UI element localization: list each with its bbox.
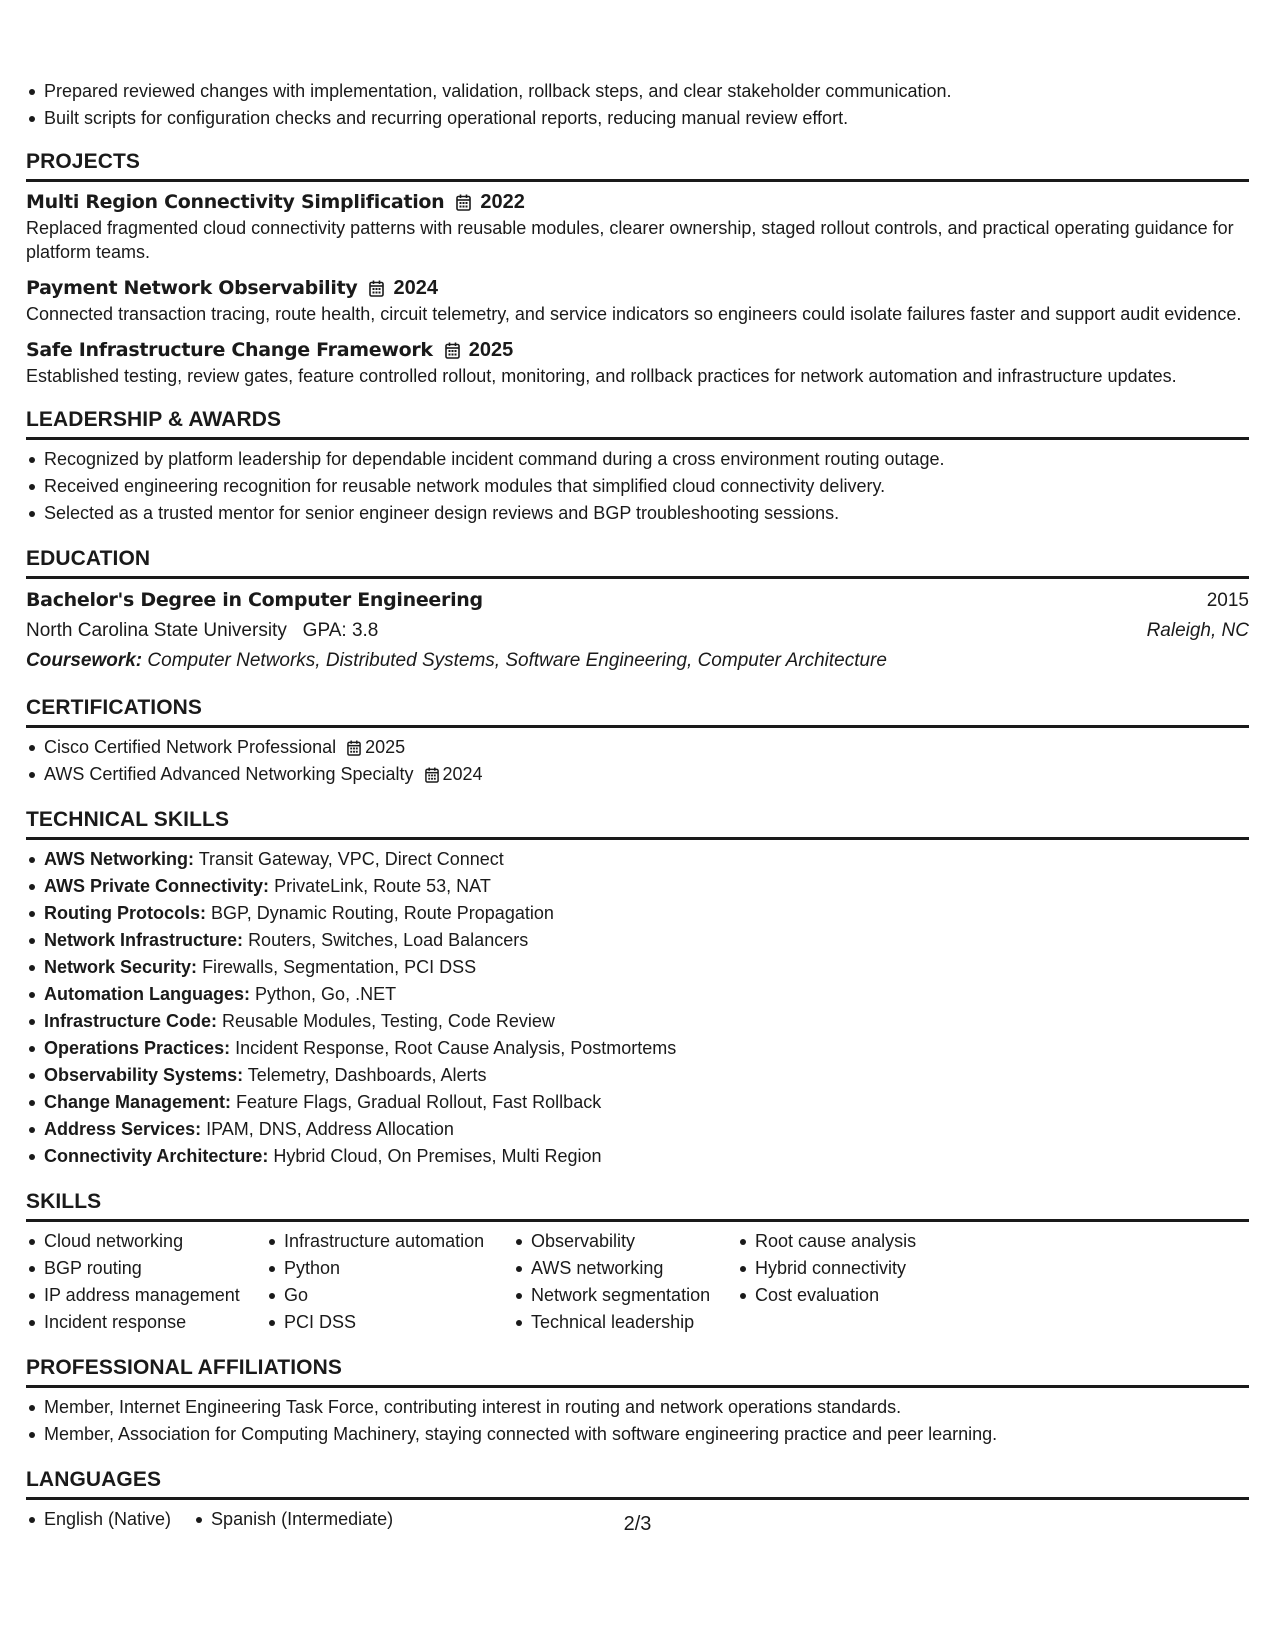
list-item <box>26 927 1249 954</box>
section-title: CERTIFICATIONS <box>26 696 203 719</box>
skill-values: Telemetry, Dashboards, Alerts <box>247 1065 487 1085</box>
section-divider <box>26 1385 1249 1388</box>
list-item: IP address management <box>26 1282 246 1309</box>
section-title: LEADERSHIP & AWARDS <box>26 408 282 431</box>
section-divider <box>26 179 1249 182</box>
education-section <box>26 545 1249 676</box>
gpa: GPA: 3.8 <box>302 620 379 641</box>
list-item: PCI DSS <box>266 1309 493 1336</box>
section-divider <box>26 576 1249 579</box>
list-item: Python <box>266 1255 493 1282</box>
skill-category: AWS Networking: <box>44 849 195 869</box>
skills-column <box>266 1228 493 1336</box>
list-item: Go <box>266 1282 493 1309</box>
project-year: 2022 <box>480 191 525 213</box>
section-title: LANGUAGES <box>26 1468 162 1491</box>
project-item <box>26 188 1249 264</box>
skill-values: PrivateLink, Route 53, NAT <box>274 876 491 896</box>
skill-category: Network Security: <box>44 957 198 977</box>
list-item <box>26 1089 1249 1116</box>
section-title: EDUCATION <box>26 547 151 570</box>
leadership-section <box>26 406 1249 527</box>
calendar-icon <box>347 740 361 756</box>
section-title: PROJECTS <box>26 150 140 173</box>
list-item <box>26 1143 1249 1170</box>
skills-column <box>737 1228 957 1336</box>
skill-category: Automation Languages: <box>44 984 250 1004</box>
school-location: Raleigh, NC <box>1146 620 1249 641</box>
skill-values: IPAM, DNS, Address Allocation <box>206 1119 454 1139</box>
calendar-icon <box>445 342 460 359</box>
skill-category: Operations Practices: <box>44 1038 231 1058</box>
certification-name: AWS Certified Advanced Networking Specialty <box>44 764 414 784</box>
list-item <box>26 1008 1249 1035</box>
skill-values: Incident Response, Root Cause Analysis, Postmortems <box>235 1038 677 1058</box>
project-description: Replaced fragmented cloud connectivity patterns with reusable modules, clearer ownership, staged rollout controls, and practical operating guidance for platform teams. <box>26 218 1234 262</box>
section-divider <box>26 1497 1249 1500</box>
graduation-year: 2015 <box>1206 590 1249 611</box>
project-description: Established testing, review gates, feature controlled rollout, monitoring, and rollback practices for network automation and infrastructure updates. <box>26 366 1177 386</box>
experience-bullets <box>26 78 1249 132</box>
certification-year: 2024 <box>442 764 483 784</box>
certification-item <box>26 734 1249 761</box>
skill-values: Feature Flags, Gradual Rollout, Fast Rollback <box>236 1092 602 1112</box>
skills-grid <box>26 1228 1249 1336</box>
skills-column <box>26 1228 246 1336</box>
skill-values: Firewalls, Segmentation, PCI DSS <box>202 957 477 977</box>
list-item <box>26 846 1249 873</box>
list-item: Observability <box>513 1228 717 1255</box>
list-item: Incident response <box>26 1309 246 1336</box>
skill-category: Address Services: <box>44 1119 202 1139</box>
list-item <box>26 954 1249 981</box>
skill-category: Routing Protocols: <box>44 903 206 923</box>
section-divider <box>26 725 1249 728</box>
list-item: Cloud networking <box>26 1228 246 1255</box>
project-item <box>26 274 1249 326</box>
list-item: Spanish (Intermediate) <box>193 1506 393 1533</box>
skill-category: Change Management: <box>44 1092 232 1112</box>
list-item: Member, Internet Engineering Task Force, contributing interest in routing and network operations standards. <box>26 1394 1249 1421</box>
project-name: Multi Region Connectivity Simplification <box>26 191 445 213</box>
list-item <box>26 1116 1249 1143</box>
coursework-label: Coursework: <box>26 650 143 671</box>
resume-page <box>26 78 1249 1533</box>
skill-values: Hybrid Cloud, On Premises, Multi Region <box>273 1146 602 1166</box>
skills-column <box>513 1228 717 1336</box>
coursework: Computer Networks, Distributed Systems, Software Engineering, Computer Architecture <box>147 650 887 671</box>
list-item: BGP routing <box>26 1255 246 1282</box>
project-name: Safe Infrastructure Change Framework <box>26 339 433 361</box>
skill-category: Infrastructure Code: <box>44 1011 218 1031</box>
list-item: Network segmentation <box>513 1282 717 1309</box>
list-item: Infrastructure automation <box>266 1228 493 1255</box>
calendar-icon <box>425 767 439 783</box>
projects-section <box>26 148 1249 388</box>
list-item: Received engineering recognition for reusable network modules that simplified cloud connectivity delivery. <box>26 473 1249 500</box>
list-item: Hybrid connectivity <box>737 1255 957 1282</box>
degree: Bachelor's Degree in Computer Engineering <box>26 589 483 611</box>
section-title: SKILLS <box>26 1190 102 1213</box>
skills-section <box>26 1188 1249 1336</box>
list-item: English (Native) <box>26 1506 171 1533</box>
section-divider <box>26 1219 1249 1222</box>
certification-item <box>26 761 1249 788</box>
skill-category: Network Infrastructure: <box>44 930 244 950</box>
list-item: Built scripts for configuration checks and recurring operational reports, reducing manual review effort. <box>26 105 1249 132</box>
list-item: Prepared reviewed changes with implementation, validation, rollback steps, and clear stakeholder communication. <box>26 78 1249 105</box>
school-name: North Carolina State University <box>26 620 287 641</box>
list-item: Root cause analysis <box>737 1228 957 1255</box>
section-divider <box>26 837 1249 840</box>
calendar-icon <box>456 194 471 211</box>
certification-year: 2025 <box>365 737 406 757</box>
certification-name: Cisco Certified Network Professional <box>44 737 337 757</box>
project-year: 2024 <box>393 277 438 299</box>
skill-values: Reusable Modules, Testing, Code Review <box>222 1011 555 1031</box>
list-item: AWS networking <box>513 1255 717 1282</box>
certifications-section <box>26 694 1249 788</box>
technical-skills-section <box>26 806 1249 1170</box>
skill-category: Connectivity Architecture: <box>44 1146 269 1166</box>
list-item: Member, Association for Computing Machinery, staying connected with software engineering practice and peer learning. <box>26 1421 1249 1448</box>
affiliations-section <box>26 1354 1249 1448</box>
project-name: Payment Network Observability <box>26 277 358 299</box>
list-item: Selected as a trusted mentor for senior engineer design reviews and BGP troubleshooting sessions. <box>26 500 1249 527</box>
skill-category: AWS Private Connectivity: <box>44 876 270 896</box>
project-item <box>26 336 1249 388</box>
section-title: PROFESSIONAL AFFILIATIONS <box>26 1356 342 1379</box>
list-item: Cost evaluation <box>737 1282 957 1309</box>
section-title: TECHNICAL SKILLS <box>26 808 230 831</box>
list-item <box>26 1062 1249 1089</box>
list-item <box>26 873 1249 900</box>
project-description: Connected transaction tracing, route health, circuit telemetry, and service indicators so engineers could isolate failures faster and support audit evidence. <box>26 304 1242 324</box>
skill-values: BGP, Dynamic Routing, Route Propagation <box>211 903 554 923</box>
skill-category: Observability Systems: <box>44 1065 244 1085</box>
project-year: 2025 <box>468 339 514 361</box>
page-number: 2/3 <box>623 1513 652 1535</box>
skill-values: Transit Gateway, VPC, Direct Connect <box>198 849 504 869</box>
section-divider <box>26 437 1249 440</box>
list-item <box>26 900 1249 927</box>
technical-skills-list <box>26 846 1249 1170</box>
list-item <box>26 981 1249 1008</box>
skill-values: Routers, Switches, Load Balancers <box>248 930 529 950</box>
list-item: Recognized by platform leadership for dependable incident command during a cross environment routing outage. <box>26 446 1249 473</box>
calendar-icon <box>369 280 384 297</box>
list-item <box>26 1035 1249 1062</box>
skill-values: Python, Go, .NET <box>255 984 397 1004</box>
list-item: Technical leadership <box>513 1309 717 1336</box>
